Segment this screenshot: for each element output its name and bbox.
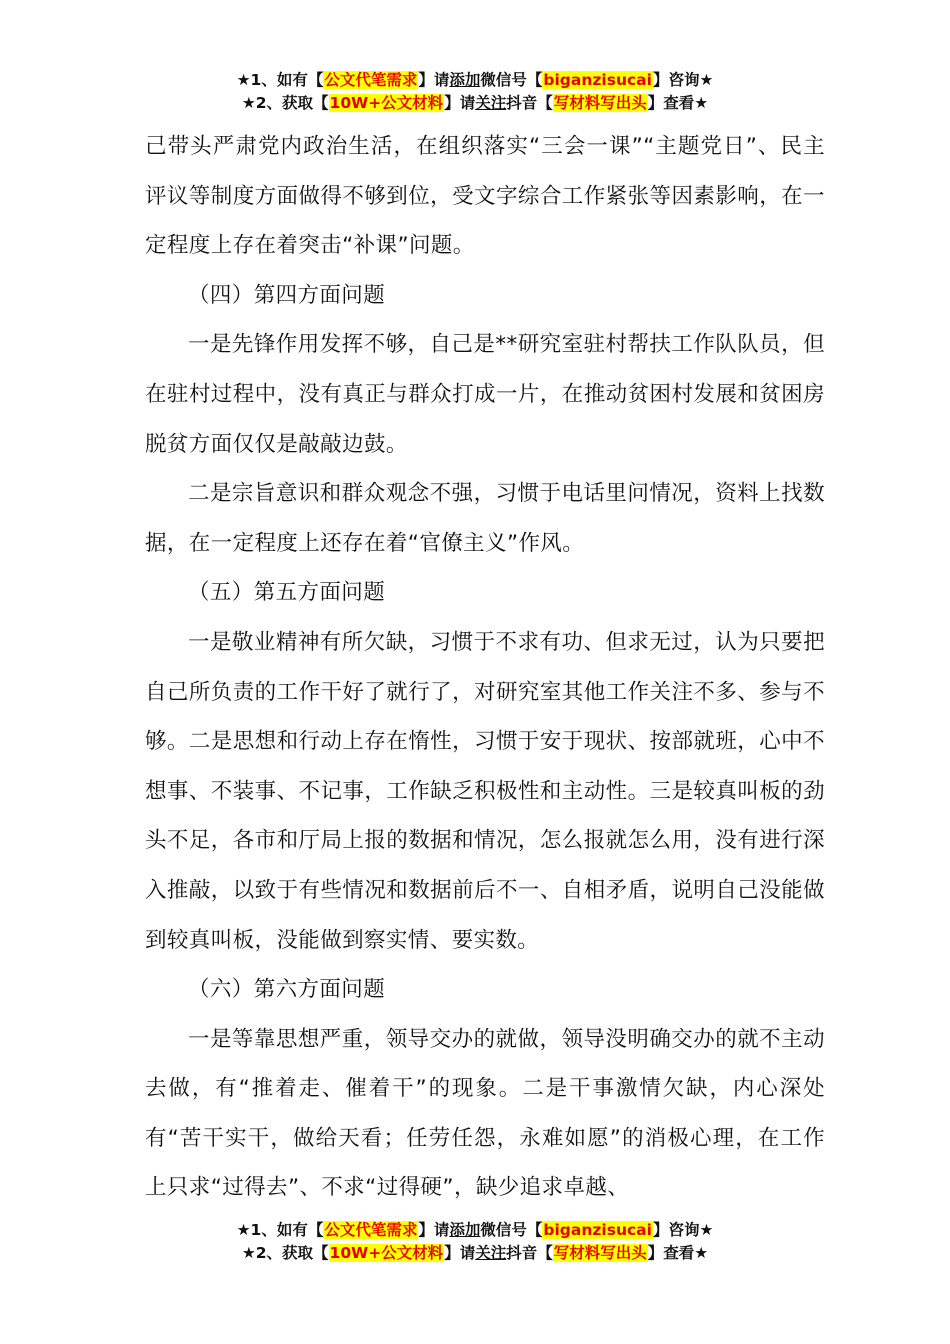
- body-paragraph: 己带头严肃党内政治生活，在组织落实“三会一课”“主题党日”、民主评议等制度方面做得不够到位，受文字综合工作紧张等因素影响，在一定程度上存在着突击“补课”问题。: [145, 134, 825, 259]
- section-heading-6: （六）第六方面问题: [188, 977, 386, 1003]
- promo-line-1: ★1、如有【公文代笔需求】请添加微信号【biganzisucai】咨询★: [236, 1221, 714, 1239]
- highlight-service: 公文代笔需求: [324, 71, 418, 89]
- highlight-materials: 10W+公文材料: [329, 94, 444, 112]
- promo-line-2: ★2、获取【10W+公文材料】请关注抖音【写材料写出头】查看★: [241, 94, 709, 112]
- header-promo-banner: [0, 69, 950, 115]
- highlight-materials: 10W+公文材料: [329, 1244, 444, 1262]
- body-paragraph: 二是宗旨意识和群众观念不强，习惯于电话里问情况，资料上找数据，在一定程度上还存在着“官僚主义”作风。: [145, 481, 825, 556]
- section-heading-5: （五）第五方面问题: [188, 580, 386, 606]
- document-body: [145, 122, 825, 1213]
- highlight-douyin: 写材料写出头: [553, 1244, 647, 1262]
- highlight-wechat-id: biganzisucai: [543, 1221, 652, 1239]
- highlight-douyin: 写材料写出头: [553, 94, 647, 112]
- body-paragraph: 一是等靠思想严重，领导交办的就做，领导没明确交办的就不主动去做，有“推着走、催着干”的现象。二是干事激情欠缺，内心深处有“苦干实干，做给天看；任劳任怨，永难如愿”的消极心理，在工作上只求“过得去”、不求“过得硬”，缺少追求卓越、: [145, 1026, 825, 1201]
- promo-line-1: ★1、如有【公文代笔需求】请添加微信号【biganzisucai】咨询★: [236, 71, 714, 89]
- footer-promo-banner: [0, 1219, 950, 1265]
- promo-line-2: ★2、获取【10W+公文材料】请关注抖音【写材料写出头】查看★: [241, 1244, 709, 1262]
- highlight-service: 公文代笔需求: [324, 1221, 418, 1239]
- body-paragraph: 一是先锋作用发挥不够，自己是**研究室驻村帮扶工作队队员，但在驻村过程中，没有真正与群众打成一片，在推动贫困村发展和贫困房脱贫方面仅仅是敲敲边鼓。: [145, 332, 825, 457]
- body-paragraph: 一是敬业精神有所欠缺，习惯于不求有功、但求无过，认为只要把自己所负责的工作干好了就行了，对研究室其他工作关注不多、参与不够。二是思想和行动上存在惰性，习惯于安于现状、按部就班，心中不想事、不装事、不记事，工作缺乏积极性和主动性。三是较真叫板的劲头不足，各市和厅局上报的数据和情况，怎么报就怎么用，没有进行深入推敲，以致于有些情况和数据前后不一、自相矛盾，说明自己没能做到较真叫板，没能做到察实情、要实数。: [145, 629, 825, 953]
- highlight-wechat-id: biganzisucai: [543, 71, 652, 89]
- section-heading-4: （四）第四方面问题: [188, 282, 386, 308]
